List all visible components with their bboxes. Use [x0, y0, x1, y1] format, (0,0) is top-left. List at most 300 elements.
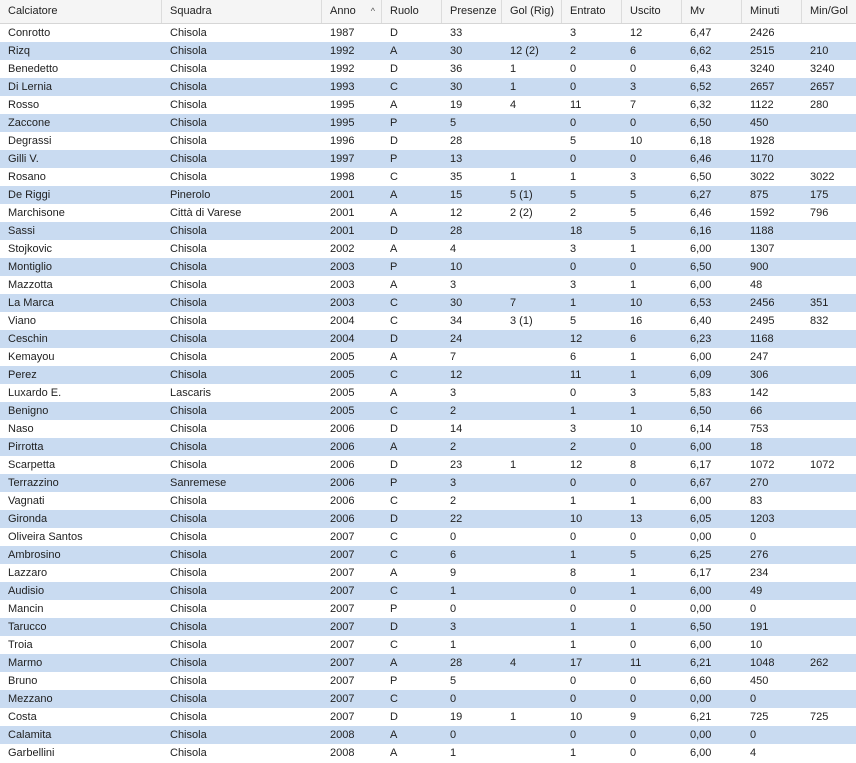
cell-mv[interactable]: 0,00: [690, 603, 712, 615]
cell-calciatore[interactable]: Luxardo E.: [8, 387, 62, 399]
cell-anno[interactable]: 2008: [330, 747, 355, 759]
cell-ruolo[interactable]: P: [390, 603, 398, 615]
cell-ruolo[interactable]: A: [390, 99, 398, 111]
column-header-anno[interactable]: [322, 0, 382, 23]
cell-mv[interactable]: 6,27: [690, 189, 712, 201]
cell-presenze[interactable]: 4: [450, 243, 457, 255]
cell-ruolo[interactable]: D: [390, 423, 398, 435]
cell-entrato[interactable]: 12: [570, 459, 583, 471]
cell-squadra[interactable]: Sanremese: [170, 477, 227, 489]
cell-mingol[interactable]: [802, 474, 856, 492]
cell-entrato[interactable]: 3: [570, 27, 577, 39]
cell-minuti[interactable]: 2495: [750, 315, 775, 327]
table-row[interactable]: [0, 132, 856, 150]
cell-uscito[interactable]: 8: [630, 459, 637, 471]
cell-mingol[interactable]: 1072: [810, 459, 835, 471]
cell-minuti[interactable]: 1928: [750, 135, 775, 147]
cell-mv[interactable]: 6,43: [690, 63, 712, 75]
cell-gol[interactable]: [502, 420, 562, 438]
cell-gol[interactable]: [502, 366, 562, 384]
cell-uscito[interactable]: 3: [630, 171, 637, 183]
cell-ruolo[interactable]: A: [390, 189, 398, 201]
cell-minuti[interactable]: 276: [750, 549, 769, 561]
cell-gol[interactable]: [502, 510, 562, 528]
table-row[interactable]: [0, 186, 856, 204]
cell-entrato[interactable]: 5: [570, 315, 577, 327]
table-row[interactable]: [0, 60, 856, 78]
cell-anno[interactable]: 1992: [330, 45, 355, 57]
cell-squadra[interactable]: Chisola: [170, 261, 207, 273]
cell-uscito[interactable]: 16: [630, 315, 643, 327]
column-header-gol[interactable]: [502, 0, 562, 23]
cell-calciatore[interactable]: Lazzaro: [8, 567, 48, 579]
cell-entrato[interactable]: 17: [570, 657, 583, 669]
cell-gol[interactable]: [502, 276, 562, 294]
cell-anno[interactable]: 2004: [330, 315, 355, 327]
cell-ruolo[interactable]: C: [390, 315, 398, 327]
cell-calciatore[interactable]: Mezzano: [8, 693, 53, 705]
cell-mingol[interactable]: [802, 222, 856, 240]
cell-anno[interactable]: 2006: [330, 423, 355, 435]
cell-ruolo[interactable]: A: [390, 657, 398, 669]
cell-minuti[interactable]: 1188: [750, 225, 774, 237]
cell-mingol[interactable]: 210: [810, 45, 829, 57]
cell-calciatore[interactable]: Kemayou: [8, 351, 55, 363]
cell-gol[interactable]: [502, 114, 562, 132]
cell-anno[interactable]: 2007: [330, 585, 355, 597]
cell-squadra[interactable]: Chisola: [170, 495, 207, 507]
cell-minuti[interactable]: 234: [750, 567, 769, 579]
cell-ruolo[interactable]: D: [390, 333, 398, 345]
cell-mv[interactable]: 6,67: [690, 477, 712, 489]
cell-minuti[interactable]: 3022: [750, 171, 775, 183]
cell-calciatore[interactable]: Conrotto: [8, 27, 51, 39]
cell-squadra[interactable]: Chisola: [170, 549, 207, 561]
cell-presenze[interactable]: 28: [450, 135, 463, 147]
cell-entrato[interactable]: 8: [570, 567, 577, 579]
cell-gol[interactable]: 2 (2): [510, 207, 533, 219]
cell-anno[interactable]: 2007: [330, 549, 355, 561]
cell-presenze[interactable]: 13: [450, 153, 463, 165]
cell-entrato[interactable]: 1: [570, 171, 577, 183]
cell-mv[interactable]: 6,00: [690, 279, 712, 291]
cell-uscito[interactable]: 10: [630, 297, 643, 309]
cell-uscito[interactable]: 10: [630, 135, 643, 147]
cell-squadra[interactable]: Chisola: [170, 351, 207, 363]
table-row[interactable]: [0, 654, 856, 672]
table-row[interactable]: [0, 24, 856, 42]
cell-entrato[interactable]: 1: [570, 549, 577, 561]
cell-uscito[interactable]: 0: [630, 747, 637, 759]
cell-uscito[interactable]: 5: [630, 189, 637, 201]
cell-minuti[interactable]: 0: [750, 531, 757, 543]
cell-minuti[interactable]: 0: [750, 729, 757, 741]
cell-presenze[interactable]: 9: [450, 567, 457, 579]
cell-gol[interactable]: [502, 438, 562, 456]
cell-entrato[interactable]: 0: [570, 117, 577, 129]
sort-ascending-icon[interactable]: ^: [370, 6, 375, 16]
cell-uscito[interactable]: 1: [630, 567, 637, 579]
cell-uscito[interactable]: 6: [630, 333, 637, 345]
cell-uscito[interactable]: 3: [630, 387, 637, 399]
table-row[interactable]: [0, 420, 856, 438]
table-row[interactable]: [0, 258, 856, 276]
cell-mv[interactable]: 6,00: [690, 441, 712, 453]
table-row[interactable]: [0, 366, 856, 384]
cell-squadra[interactable]: Chisola: [170, 99, 207, 111]
cell-minuti[interactable]: 83: [750, 495, 763, 507]
cell-mingol[interactable]: [802, 438, 856, 456]
cell-entrato[interactable]: 2: [570, 441, 577, 453]
cell-mv[interactable]: 6,52: [690, 81, 712, 93]
cell-uscito[interactable]: 12: [630, 27, 643, 39]
table-row[interactable]: [0, 564, 856, 582]
cell-mingol[interactable]: [802, 582, 856, 600]
cell-mv[interactable]: 6,50: [690, 261, 712, 273]
cell-presenze[interactable]: 6: [450, 549, 457, 561]
table-row[interactable]: [0, 744, 856, 762]
cell-uscito[interactable]: 1: [630, 585, 637, 597]
cell-squadra[interactable]: Pinerolo: [170, 189, 211, 201]
cell-presenze[interactable]: 19: [450, 711, 463, 723]
cell-squadra[interactable]: Chisola: [170, 135, 207, 147]
cell-anno[interactable]: 2007: [330, 711, 355, 723]
cell-mv[interactable]: 6,00: [690, 495, 712, 507]
cell-entrato[interactable]: 12: [570, 333, 583, 345]
cell-presenze[interactable]: 0: [450, 603, 457, 615]
cell-presenze[interactable]: 3: [450, 477, 457, 489]
cell-presenze[interactable]: 34: [450, 315, 463, 327]
cell-squadra[interactable]: Chisola: [170, 63, 207, 75]
cell-squadra[interactable]: Chisola: [170, 297, 207, 309]
table-row[interactable]: [0, 276, 856, 294]
cell-anno[interactable]: 2005: [330, 405, 355, 417]
cell-squadra[interactable]: Chisola: [170, 513, 207, 525]
cell-mingol[interactable]: [802, 384, 856, 402]
cell-entrato[interactable]: 5: [570, 189, 577, 201]
cell-minuti[interactable]: 875: [750, 189, 769, 201]
cell-gol[interactable]: [502, 24, 562, 42]
cell-uscito[interactable]: 9: [630, 711, 637, 723]
cell-uscito[interactable]: 0: [630, 63, 637, 75]
cell-mv[interactable]: 0,00: [690, 531, 712, 543]
cell-squadra[interactable]: Chisola: [170, 567, 207, 579]
cell-uscito[interactable]: 0: [630, 477, 637, 489]
cell-calciatore[interactable]: Ceschin: [8, 333, 48, 345]
cell-calciatore[interactable]: Vagnati: [8, 495, 45, 507]
cell-gol[interactable]: [502, 726, 562, 744]
cell-mingol[interactable]: [802, 690, 856, 708]
cell-minuti[interactable]: 2657: [750, 81, 775, 93]
cell-uscito[interactable]: 1: [630, 369, 637, 381]
cell-gol[interactable]: [502, 618, 562, 636]
cell-presenze[interactable]: 10: [450, 261, 463, 273]
cell-calciatore[interactable]: Benedetto: [8, 63, 59, 75]
cell-calciatore[interactable]: Rosano: [8, 171, 46, 183]
cell-calciatore[interactable]: Rosso: [8, 99, 40, 111]
cell-gol[interactable]: [502, 348, 562, 366]
cell-mingol[interactable]: [802, 402, 856, 420]
cell-ruolo[interactable]: A: [390, 279, 398, 291]
cell-uscito[interactable]: 13: [630, 513, 643, 525]
cell-minuti[interactable]: 450: [750, 117, 769, 129]
cell-calciatore[interactable]: Terrazzino: [8, 477, 59, 489]
cell-presenze[interactable]: 24: [450, 333, 463, 345]
cell-entrato[interactable]: 5: [570, 135, 577, 147]
cell-uscito[interactable]: 1: [630, 621, 637, 633]
cell-anno[interactable]: 2006: [330, 495, 355, 507]
cell-calciatore[interactable]: Gironda: [8, 513, 48, 525]
cell-presenze[interactable]: 23: [450, 459, 463, 471]
cell-anno[interactable]: 1995: [330, 117, 355, 129]
cell-squadra[interactable]: Chisola: [170, 459, 207, 471]
column-header-calciatore[interactable]: [0, 0, 162, 23]
cell-mv[interactable]: 6,17: [690, 459, 712, 471]
cell-presenze[interactable]: 1: [450, 639, 457, 651]
cell-calciatore[interactable]: Marchisone: [8, 207, 65, 219]
table-row[interactable]: [0, 384, 856, 402]
cell-anno[interactable]: 2002: [330, 243, 355, 255]
cell-entrato[interactable]: 10: [570, 711, 583, 723]
table-row[interactable]: [0, 456, 856, 474]
cell-minuti[interactable]: 18: [750, 441, 763, 453]
cell-squadra[interactable]: Chisola: [170, 243, 207, 255]
table-row[interactable]: [0, 636, 856, 654]
table-row[interactable]: [0, 348, 856, 366]
table-row[interactable]: [0, 474, 856, 492]
cell-mingol[interactable]: [802, 132, 856, 150]
cell-mv[interactable]: 6,18: [690, 135, 712, 147]
cell-mingol[interactable]: [802, 348, 856, 366]
cell-mingol[interactable]: [802, 744, 856, 762]
cell-squadra[interactable]: Chisola: [170, 603, 207, 615]
cell-mv[interactable]: 6,21: [690, 657, 712, 669]
table-row[interactable]: [0, 330, 856, 348]
cell-mingol[interactable]: [802, 528, 856, 546]
cell-calciatore[interactable]: Oliveira Santos: [8, 531, 83, 543]
cell-calciatore[interactable]: Di Lernia: [8, 81, 53, 93]
cell-anno[interactable]: 2003: [330, 279, 355, 291]
cell-uscito[interactable]: 7: [630, 99, 637, 111]
cell-mingol[interactable]: 3022: [810, 171, 835, 183]
cell-anno[interactable]: 1995: [330, 99, 355, 111]
cell-ruolo[interactable]: C: [390, 549, 398, 561]
cell-ruolo[interactable]: D: [390, 135, 398, 147]
cell-calciatore[interactable]: Zaccone: [8, 117, 51, 129]
cell-ruolo[interactable]: C: [390, 297, 398, 309]
cell-entrato[interactable]: 1: [570, 405, 577, 417]
cell-ruolo[interactable]: C: [390, 531, 398, 543]
cell-entrato[interactable]: 0: [570, 153, 577, 165]
cell-entrato[interactable]: 0: [570, 693, 577, 705]
cell-presenze[interactable]: 0: [450, 693, 457, 705]
cell-ruolo[interactable]: A: [390, 747, 398, 759]
table-row[interactable]: [0, 618, 856, 636]
cell-ruolo[interactable]: D: [390, 711, 398, 723]
cell-ruolo[interactable]: A: [390, 441, 398, 453]
table-row[interactable]: [0, 726, 856, 744]
table-row[interactable]: [0, 204, 856, 222]
cell-squadra[interactable]: Chisola: [170, 369, 207, 381]
cell-ruolo[interactable]: C: [390, 369, 398, 381]
cell-anno[interactable]: 2001: [330, 189, 355, 201]
cell-mingol[interactable]: [802, 258, 856, 276]
cell-anno[interactable]: 2006: [330, 459, 355, 471]
cell-gol[interactable]: [502, 744, 562, 762]
cell-anno[interactable]: 2007: [330, 639, 355, 651]
cell-gol[interactable]: [502, 150, 562, 168]
cell-minuti[interactable]: 10: [750, 639, 763, 651]
cell-mingol[interactable]: 262: [810, 657, 829, 669]
cell-ruolo[interactable]: C: [390, 405, 398, 417]
cell-minuti[interactable]: 1203: [750, 513, 775, 525]
cell-presenze[interactable]: 12: [450, 207, 463, 219]
cell-minuti[interactable]: 1170: [750, 153, 774, 165]
cell-uscito[interactable]: 11: [630, 657, 642, 669]
cell-calciatore[interactable]: Costa: [8, 711, 37, 723]
cell-minuti[interactable]: 1168: [750, 333, 774, 345]
cell-squadra[interactable]: Chisola: [170, 225, 207, 237]
cell-gol[interactable]: 4: [510, 99, 517, 111]
cell-entrato[interactable]: 1: [570, 495, 577, 507]
cell-uscito[interactable]: 6: [630, 45, 637, 57]
cell-uscito[interactable]: 0: [630, 153, 637, 165]
cell-mv[interactable]: 6,16: [690, 225, 712, 237]
cell-gol[interactable]: [502, 546, 562, 564]
cell-minuti[interactable]: 1592: [750, 207, 775, 219]
cell-entrato[interactable]: 11: [570, 99, 582, 111]
cell-presenze[interactable]: 3: [450, 621, 457, 633]
cell-gol[interactable]: 7: [510, 297, 517, 309]
cell-presenze[interactable]: 1: [450, 747, 457, 759]
cell-mingol[interactable]: [802, 564, 856, 582]
cell-uscito[interactable]: 5: [630, 549, 637, 561]
cell-mv[interactable]: 0,00: [690, 693, 712, 705]
cell-mv[interactable]: 6,17: [690, 567, 712, 579]
cell-uscito[interactable]: 0: [630, 675, 637, 687]
cell-squadra[interactable]: Chisola: [170, 675, 207, 687]
cell-minuti[interactable]: 247: [750, 351, 769, 363]
cell-gol[interactable]: [502, 240, 562, 258]
cell-entrato[interactable]: 0: [570, 729, 577, 741]
cell-mingol[interactable]: [802, 672, 856, 690]
cell-entrato[interactable]: 1: [570, 297, 577, 309]
cell-squadra[interactable]: Chisola: [170, 171, 207, 183]
cell-calciatore[interactable]: Ambrosino: [8, 549, 61, 561]
cell-anno[interactable]: 1997: [330, 153, 355, 165]
cell-gol[interactable]: [502, 474, 562, 492]
cell-ruolo[interactable]: A: [390, 45, 398, 57]
cell-minuti[interactable]: 49: [750, 585, 763, 597]
cell-anno[interactable]: 1987: [330, 27, 355, 39]
cell-ruolo[interactable]: C: [390, 693, 398, 705]
cell-anno[interactable]: 2006: [330, 477, 355, 489]
cell-gol[interactable]: [502, 402, 562, 420]
cell-squadra[interactable]: Lascaris: [170, 387, 211, 399]
cell-ruolo[interactable]: C: [390, 639, 398, 651]
cell-entrato[interactable]: 0: [570, 585, 577, 597]
cell-mv[interactable]: 6,40: [690, 315, 712, 327]
cell-entrato[interactable]: 3: [570, 243, 577, 255]
cell-ruolo[interactable]: P: [390, 153, 398, 165]
cell-minuti[interactable]: 1122: [750, 99, 774, 111]
table-row[interactable]: [0, 222, 856, 240]
cell-gol[interactable]: 3 (1): [510, 315, 533, 327]
table-row[interactable]: [0, 312, 856, 330]
cell-minuti[interactable]: 2456: [750, 297, 775, 309]
cell-mingol[interactable]: 796: [810, 207, 829, 219]
cell-calciatore[interactable]: Garbellini: [8, 747, 55, 759]
table-row[interactable]: [0, 168, 856, 186]
cell-entrato[interactable]: 1: [570, 621, 577, 633]
cell-uscito[interactable]: 1: [630, 243, 637, 255]
cell-minuti[interactable]: 0: [750, 693, 757, 705]
cell-gol[interactable]: [502, 492, 562, 510]
cell-calciatore[interactable]: Marmo: [8, 657, 43, 669]
cell-entrato[interactable]: 1: [570, 747, 577, 759]
cell-presenze[interactable]: 33: [450, 27, 463, 39]
cell-gol[interactable]: [502, 222, 562, 240]
cell-presenze[interactable]: 22: [450, 513, 463, 525]
cell-minuti[interactable]: 2515: [750, 45, 775, 57]
cell-presenze[interactable]: 30: [450, 81, 463, 93]
cell-mingol[interactable]: [802, 492, 856, 510]
column-header-squadra[interactable]: [162, 0, 322, 23]
cell-mv[interactable]: 6,14: [690, 423, 712, 435]
cell-minuti[interactable]: 4: [750, 747, 757, 759]
cell-squadra[interactable]: Chisola: [170, 117, 207, 129]
cell-uscito[interactable]: 0: [630, 441, 637, 453]
cell-gol[interactable]: [502, 132, 562, 150]
cell-ruolo[interactable]: C: [390, 81, 398, 93]
cell-squadra[interactable]: Chisola: [170, 531, 207, 543]
cell-gol[interactable]: [502, 528, 562, 546]
cell-squadra[interactable]: Chisola: [170, 729, 207, 741]
cell-minuti[interactable]: 66: [750, 405, 763, 417]
cell-presenze[interactable]: 2: [450, 405, 457, 417]
cell-calciatore[interactable]: Audisio: [8, 585, 45, 597]
cell-presenze[interactable]: 35: [450, 171, 463, 183]
cell-mv[interactable]: 6,00: [690, 243, 712, 255]
cell-anno[interactable]: 2003: [330, 297, 355, 309]
cell-squadra[interactable]: Chisola: [170, 45, 207, 57]
cell-mingol[interactable]: 2657: [810, 81, 835, 93]
cell-squadra[interactable]: Chisola: [170, 333, 207, 345]
cell-uscito[interactable]: 10: [630, 423, 643, 435]
cell-ruolo[interactable]: C: [390, 495, 398, 507]
cell-ruolo[interactable]: D: [390, 225, 398, 237]
cell-ruolo[interactable]: A: [390, 351, 398, 363]
cell-ruolo[interactable]: A: [390, 567, 398, 579]
cell-ruolo[interactable]: A: [390, 207, 398, 219]
cell-mingol[interactable]: [802, 240, 856, 258]
cell-squadra[interactable]: Chisola: [170, 639, 207, 651]
cell-gol[interactable]: 4: [510, 657, 517, 669]
cell-minuti[interactable]: 1048: [750, 657, 775, 669]
cell-mingol[interactable]: [802, 546, 856, 564]
cell-ruolo[interactable]: D: [390, 459, 398, 471]
cell-mingol[interactable]: [802, 366, 856, 384]
cell-gol[interactable]: 5 (1): [510, 189, 533, 201]
cell-squadra[interactable]: Chisola: [170, 81, 207, 93]
cell-ruolo[interactable]: A: [390, 729, 398, 741]
cell-anno[interactable]: 2005: [330, 351, 355, 363]
cell-calciatore[interactable]: Calamita: [8, 729, 52, 741]
cell-anno[interactable]: 2003: [330, 261, 355, 273]
table-row[interactable]: [0, 114, 856, 132]
cell-gol[interactable]: [502, 600, 562, 618]
cell-mingol[interactable]: 832: [810, 315, 829, 327]
